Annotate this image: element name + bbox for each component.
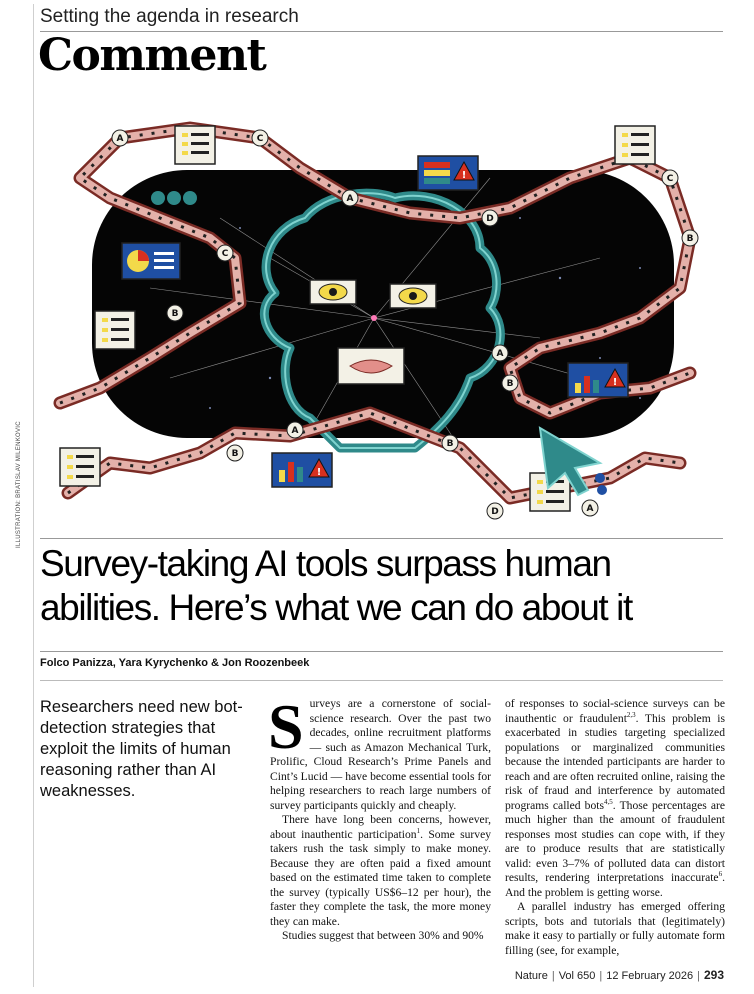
node-a <box>342 190 358 206</box>
svg-text:B: B <box>506 379 514 389</box>
node-a <box>582 500 598 516</box>
kicker: Setting the agenda in research <box>40 6 299 27</box>
margin-rule <box>33 4 34 987</box>
node-b <box>682 230 698 246</box>
page-number: 293 <box>703 968 724 982</box>
svg-text:!: ! <box>316 467 322 478</box>
svg-text:C: C <box>666 174 674 184</box>
paragraph: Studies suggest that between 30% and 90% <box>282 929 484 942</box>
svg-text:B: B <box>446 439 454 449</box>
node-d <box>487 503 503 519</box>
section-title: Comment <box>38 30 266 81</box>
form-panel-icon <box>175 126 215 164</box>
divider <box>40 538 723 539</box>
node-c <box>217 245 233 261</box>
illustration-credit: ILLUSTRATION: BRATISLAV MILENKOVIC <box>16 421 22 548</box>
pie-chart-panel-icon <box>122 243 180 279</box>
headline-line: abilities. Here’s what we can do about it <box>40 587 632 628</box>
authors: Folco Panizza, Yara Kyrychenko & Jon Roozenbeek <box>40 657 310 669</box>
chart-warning-panel-icon <box>418 156 478 190</box>
illustration <box>40 118 723 530</box>
teal-dots-icon <box>151 191 197 205</box>
node-a <box>492 345 508 361</box>
journal-name: Nature <box>514 970 548 982</box>
body-column-1 <box>268 691 492 944</box>
node-b <box>442 435 458 451</box>
body-column-2 <box>505 697 725 958</box>
standfirst: Researchers need new bot-detection strategies that exploit the limits of human reasoning rather than AI weaknesses. <box>40 698 243 800</box>
paragraph: of responses to social-science surveys can be inauthentic or fraudulent$^{2,3}$. This problem is exacerbated in studies targeting specialized populations or marginalized communities because the intended participants are harder to reach and are often recruited online, raising the risk of fraud and interference by automated programs called bots$^{4,5}$. Those percentages are much higher than the amount of fraudulent responses most studies can cope with, if they are to produce results that are statistically valid: even 3–7% of polluted data can distort results, rendering interpretations inaccurate$^6$. And the problem is getting worse. <box>505 697 725 899</box>
svg-text:A: A <box>291 426 299 436</box>
headline <box>40 542 730 630</box>
paragraph: A parallel industry has emerged offering scripts, bots and tutorials that (legitimately) make it easy to partially or fully automate form filling (see, for example, <box>505 900 725 957</box>
eye-right-icon <box>390 284 436 308</box>
svg-text:B: B <box>231 449 239 459</box>
svg-text:C: C <box>256 134 264 144</box>
mouth-icon <box>338 348 404 384</box>
node-a <box>287 422 303 438</box>
svg-text:A: A <box>346 194 354 204</box>
svg-text:D: D <box>491 507 499 517</box>
chart-warning-panel-icon <box>272 453 332 487</box>
svg-text:B: B <box>171 309 179 319</box>
svg-text:!: ! <box>461 170 467 181</box>
node-a <box>112 130 128 146</box>
form-panel-icon <box>615 126 655 164</box>
reference: 1 <box>416 826 421 835</box>
page-footer: Nature | Vol 650 | 12 February 2026 | 293 <box>514 968 724 982</box>
dropcap: S <box>268 691 304 762</box>
paragraph: Surveys are a cornerstone of social-science research. Over the past two decades, online recruitment platforms — such as Amazon Mechanical Turk, Prolific, Cloud Research’s Prime Panels and Cint’s Lucid — have become essential tools for helping researchers to reach large numbers of survey participants quickly and cheaply. <box>268 691 491 812</box>
node-d <box>482 210 498 226</box>
divider <box>40 680 723 681</box>
headline-line: Survey-taking AI tools surpass human <box>40 543 611 584</box>
node-c <box>252 130 268 146</box>
svg-text:A: A <box>586 504 594 514</box>
reference: 6 <box>718 870 723 879</box>
volume: Vol 650 <box>558 970 596 982</box>
reference: 2,3 <box>626 710 636 719</box>
eye-left-icon <box>310 280 356 304</box>
node-b <box>502 375 518 391</box>
svg-text:C: C <box>221 249 229 259</box>
reference: 4,5 <box>604 797 613 806</box>
node-b <box>227 445 243 461</box>
paragraph: There have long been concerns, however, about inauthentic participation$^1$. Some survey takers rush the task simply to make money. Because they are often paid a fixed amount based on the estimated time taken to complete the survey (typically US$6–12 per hour), the faster they complete the task, the more money they can make. <box>270 813 492 928</box>
issue-date: 12 February 2026 <box>606 970 694 982</box>
svg-text:!: ! <box>612 377 618 388</box>
form-panel-icon <box>60 448 100 486</box>
svg-text:B: B <box>686 234 694 244</box>
svg-text:D: D <box>486 214 494 224</box>
node-c <box>662 170 678 186</box>
chart-warning-panel-icon <box>568 363 628 397</box>
node-b <box>167 305 183 321</box>
svg-text:A: A <box>116 134 124 144</box>
divider <box>40 651 723 652</box>
form-panel-icon <box>95 311 135 349</box>
svg-text:A: A <box>496 349 504 359</box>
